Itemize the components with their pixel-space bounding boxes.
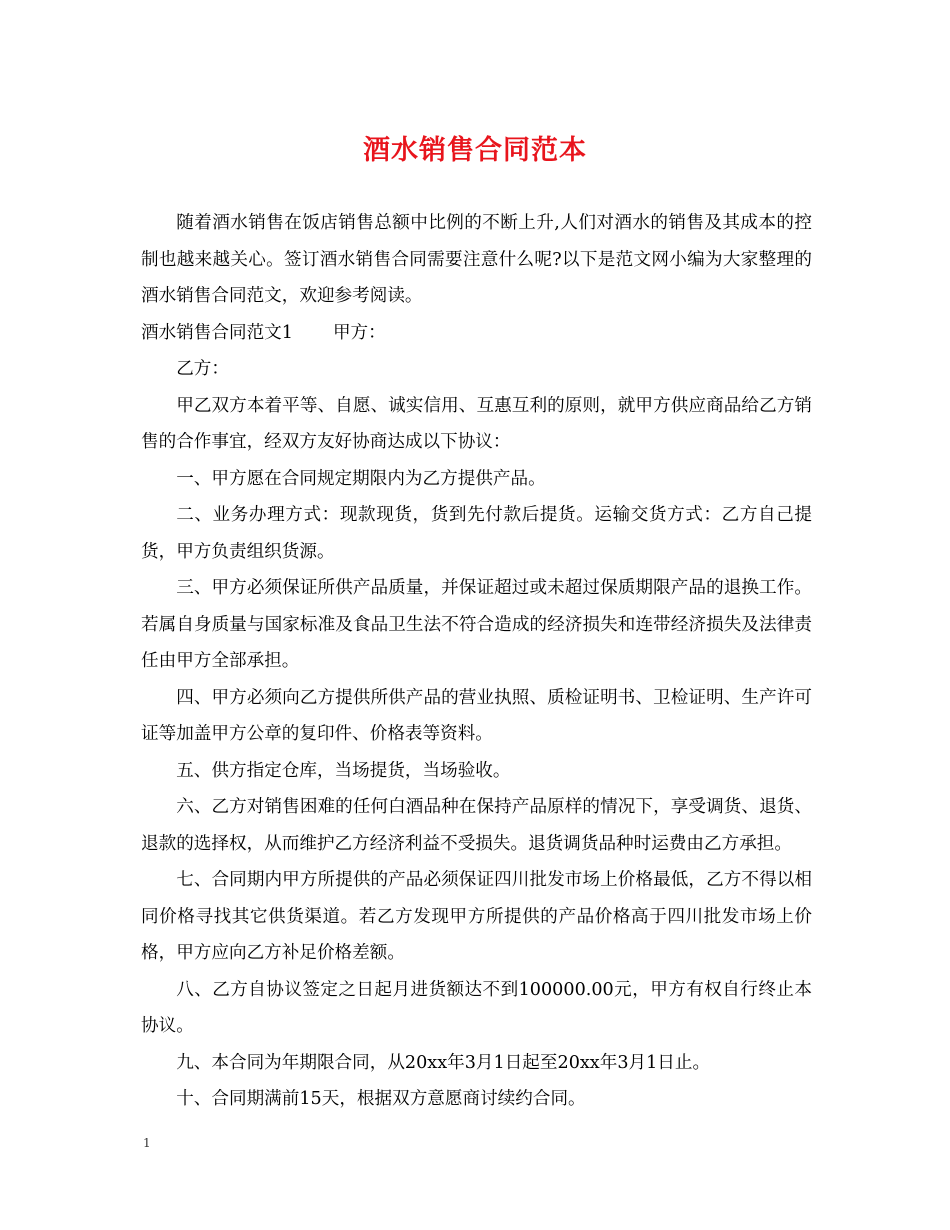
heading-line bbox=[141, 315, 812, 352]
clause-1: 一、甲方愿在合同规定期限内为乙方提供产品。 bbox=[176, 468, 546, 489]
clause-5: 五、供方指定仓库，当场提货，当场验收。 bbox=[176, 760, 511, 781]
clause-6: 六、乙方对销售困难的任何白酒品种在保持产品原样的情况下，享受调货、退货、退款的选择权，从而维护乙方经济利益不受损失。退货调货品种时运费由乙方承担。 bbox=[141, 797, 812, 854]
clause-9: 九、本合同为年期限合同，从20xx年3月1日起至20xx年3月1日止。 bbox=[176, 1052, 711, 1073]
document-title: 酒水销售合同范本 bbox=[363, 135, 587, 166]
clause-10: 十、合同期满前15天，根据双方意愿商讨续约合同。 bbox=[176, 1089, 586, 1109]
clause-7: 七、合同期内甲方所提供的产品必须保证四川批发市场上价格最低，乙方不得以相同价格寻找其它供货渠道。若乙方发现甲方所提供的产品价格高于四川批发市场上价格，甲方应向乙方补足价格差额。 bbox=[141, 870, 812, 963]
clause-3: 三、甲方必须保证所供产品质量，并保证超过或未超过保质期限产品的退换工作。若属自身质量与国家标准及食品卫生法不符合造成的经济损失和连带经济损失及法律责任由甲方全部承担。 bbox=[141, 578, 812, 671]
preamble-paragraph: 甲乙双方本着平等、自愿、诚实信用、互惠互利的原则，就甲方供应商品给乙方销售的合作事宜，经双方友好协商达成以下协议： bbox=[141, 395, 812, 452]
intro-paragraph: 随着酒水销售在饭店销售总额中比例的不断上升,人们对酒水的销售及其成本的控制也越来越关心。签订酒水销售合同需要注意什么呢?以下是范文网小编为大家整理的酒水销售合同范文，欢迎参考阅读。 bbox=[141, 213, 812, 306]
clause-4: 四、甲方必须向乙方提供所供产品的营业执照、质检证明书、卫检证明、生产许可证等加盖甲方公章的复印件、价格表等资料。 bbox=[141, 687, 812, 744]
document-body bbox=[141, 205, 812, 1118]
clause-2: 二、业务办理方式：现款现货，货到先付款后提货。运输交货方式：乙方自己提货，甲方负责组织货源。 bbox=[141, 505, 812, 562]
party-a-label: 甲方： bbox=[332, 322, 386, 343]
contract-subtitle: 酒水销售合同范文1 bbox=[141, 322, 293, 343]
party-b-label: 乙方： bbox=[176, 359, 229, 379]
clause-8: 八、乙方自协议签定之日起月进货额达不到100000.00元，甲方有权自行终止本协议。 bbox=[141, 979, 812, 1036]
page-number: 1 bbox=[143, 1136, 151, 1150]
